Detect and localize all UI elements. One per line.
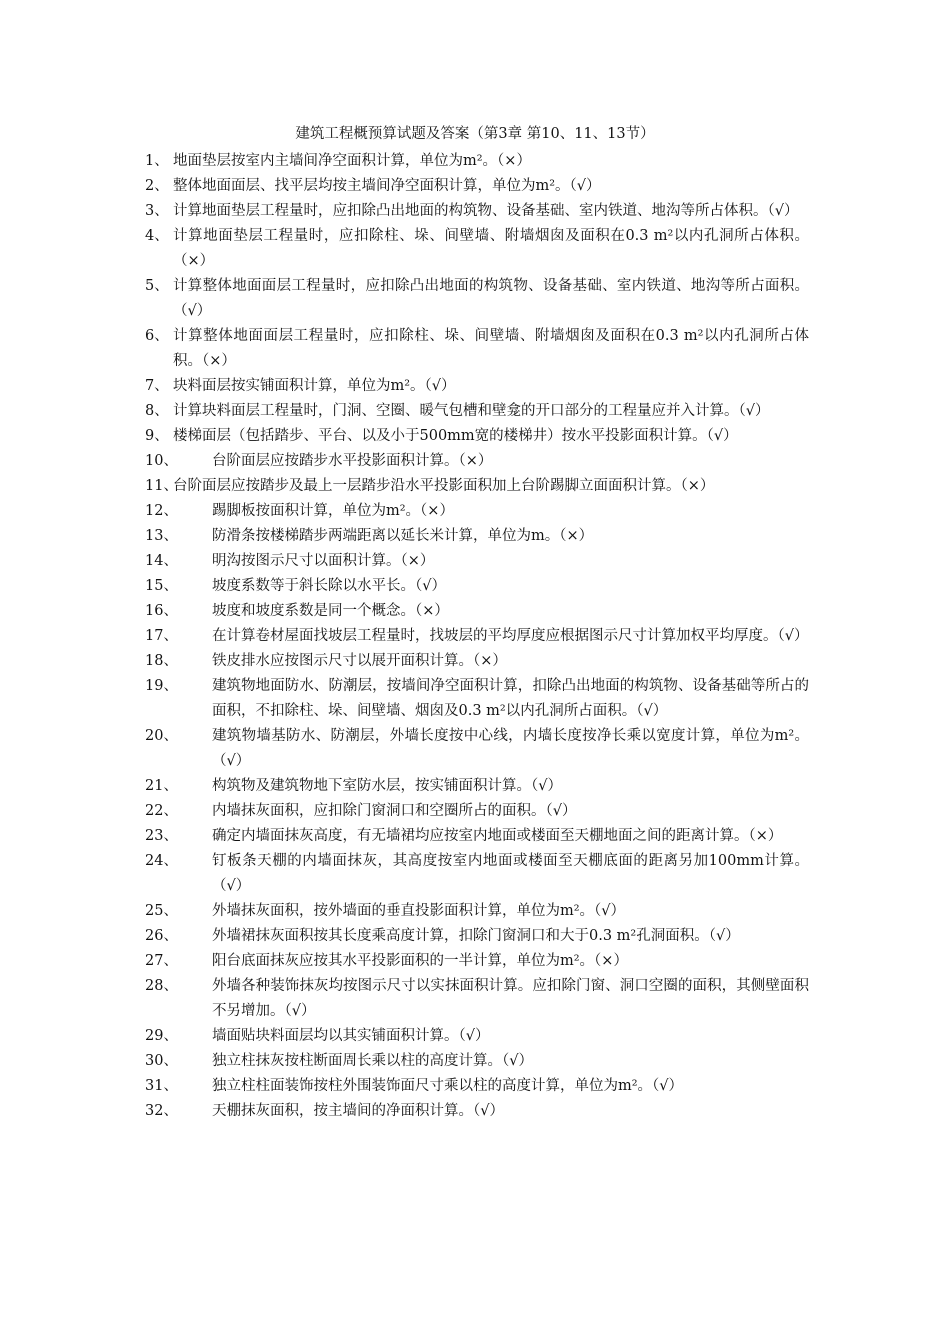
document-title: 建筑工程概预算试题及答案（第3章 第10、11、13节） [295, 126, 655, 142]
question-text: 钉板条天棚的内墙面抹灰，其高度按室内地面或楼面至天棚底面的距离另加100mm计算。（√） [212, 853, 809, 894]
question-number: 8、 [145, 403, 169, 419]
question-number: 10、 [145, 453, 178, 469]
question-item [145, 574, 809, 599]
question-text: 计算地面垫层工程量时，应扣除凸出地面的构筑物、设备基础、室内铁道、地沟等所占体积。（√） [173, 203, 799, 219]
question-text: 确定内墙面抹灰高度，有无墙裙均应按室内地面或楼面至天棚地面之间的距离计算。（×） [212, 828, 783, 844]
question-number: 30、 [145, 1053, 178, 1069]
question-text: 块料面层按实铺面积计算，单位为m²。（√） [173, 378, 456, 394]
question-item [145, 599, 809, 624]
question-number: 1、 [145, 153, 169, 169]
question-text: 外墙各种装饰抹灰均按图示尺寸以实抹面积计算。应扣除门窗、洞口空圈的面积，其侧壁面积不另增加。（√） [212, 978, 809, 1019]
question-item [145, 149, 809, 174]
question-text: 铁皮排水应按图示尺寸以展开面积计算。（×） [212, 653, 507, 669]
question-number: 14、 [145, 553, 178, 569]
question-text: 台阶面层应按踏步及最上一层踏步沿水平投影面积加上台阶踢脚立面面积计算。（×） [173, 478, 715, 494]
question-item [145, 224, 809, 274]
question-number: 5、 [145, 278, 169, 294]
question-number: 26、 [145, 928, 178, 944]
question-text: 独立柱柱面装饰按柱外围装饰面尺寸乘以柱的高度计算，单位为m²。（√） [212, 1078, 684, 1094]
question-text: 外墙裙抹灰面积按其长度乘高度计算，扣除门窗洞口和大于0.3 m²孔洞面积。（√） [212, 928, 740, 944]
question-number: 13、 [145, 528, 178, 544]
question-item [145, 1024, 809, 1049]
question-item [145, 549, 809, 574]
question-item [145, 1049, 809, 1074]
question-item [145, 799, 809, 824]
question-text: 外墙抹灰面积，按外墙面的垂直投影面积计算，单位为m²。（√） [212, 903, 626, 919]
question-number: 19、 [145, 678, 178, 694]
question-number: 18、 [145, 653, 178, 669]
question-list [145, 149, 809, 1124]
question-item [145, 274, 809, 324]
question-text: 整体地面面层、找平层均按主墙间净空面积计算，单位为m²。（√） [173, 178, 601, 194]
question-item [145, 724, 809, 774]
question-text: 计算地面垫层工程量时，应扣除柱、垛、间壁墙、附墙烟囱及面积在0.3 m²以内孔洞所占体积。（×） [173, 228, 809, 269]
question-item [145, 174, 809, 199]
question-item [145, 974, 809, 1024]
question-number: 17、 [145, 628, 178, 644]
question-number: 2、 [145, 178, 169, 194]
question-text: 坡度系数等于斜长除以水平长。（√） [212, 578, 446, 594]
question-number: 20、 [145, 728, 178, 744]
question-text: 内墙抹灰面积，应扣除门窗洞口和空圈所占的面积。（√） [212, 803, 577, 819]
question-number: 29、 [145, 1028, 178, 1044]
question-text: 阳台底面抹灰应按其水平投影面积的一半计算，单位为m²。（×） [212, 953, 628, 969]
question-item [145, 499, 809, 524]
question-text: 地面垫层按室内主墙间净空面积计算，单位为m²。（×） [173, 153, 531, 169]
question-item [145, 649, 809, 674]
question-number: 15、 [145, 578, 178, 594]
question-item [145, 899, 809, 924]
question-text: 台阶面层应按踏步水平投影面积计算。（×） [212, 453, 493, 469]
question-item [145, 199, 809, 224]
question-number: 9、 [145, 428, 169, 444]
question-text: 建筑物地面防水、防潮层，按墙间净空面积计算，扣除凸出地面的构筑物、设备基础等所占的面积，不扣除柱、垛、间壁墙、烟囱及0.3 m²以内孔洞所占面积。（√） [212, 678, 809, 719]
question-text: 建筑物墙基防水、防潮层，外墙长度按中心线，内墙长度按净长乘以宽度计算，单位为m²。（√） [212, 728, 809, 769]
question-number: 7、 [145, 378, 169, 394]
question-text: 独立柱抹灰按柱断面周长乘以柱的高度计算。（√） [212, 1053, 533, 1069]
question-text: 构筑物及建筑物地下室防水层，按实铺面积计算。（√） [212, 778, 562, 794]
question-item [145, 849, 809, 899]
question-text: 楼梯面层（包括踏步、平台、以及小于500mm宽的楼梯井）按水平投影面积计算。（√） [173, 428, 738, 444]
question-number: 3、 [145, 203, 169, 219]
question-number: 22、 [145, 803, 178, 819]
question-item [145, 449, 809, 474]
question-item [145, 949, 809, 974]
question-text: 计算块料面层工程量时，门洞、空圈、暖气包槽和壁龛的开口部分的工程量应并入计算。（√） [173, 403, 770, 419]
question-text: 踢脚板按面积计算，单位为m²。（×） [212, 503, 454, 519]
question-text: 计算整体地面面层工程量时，应扣除凸出地面的构筑物、设备基础、室内铁道、地沟等所占面积。（√） [173, 278, 809, 319]
question-number: 11、 [145, 478, 178, 494]
question-item [145, 774, 809, 799]
question-number: 25、 [145, 903, 178, 919]
question-number: 12、 [145, 503, 178, 519]
question-text: 明沟按图示尺寸以面积计算。（×） [212, 553, 435, 569]
question-number: 6、 [145, 328, 169, 344]
question-text: 防滑条按楼梯踏步两端距离以延长米计算，单位为m。（×） [212, 528, 594, 544]
question-number: 24、 [145, 853, 178, 869]
question-item [145, 474, 809, 499]
question-item [145, 674, 809, 724]
question-item [145, 1099, 809, 1124]
question-item [145, 524, 809, 549]
question-item [145, 924, 809, 949]
question-number: 31、 [145, 1078, 178, 1094]
question-number: 16、 [145, 603, 178, 619]
question-number: 28、 [145, 978, 178, 994]
question-item [145, 424, 809, 449]
question-item [145, 624, 809, 649]
question-item [145, 824, 809, 849]
question-item [145, 399, 809, 424]
question-number: 21、 [145, 778, 178, 794]
question-number: 23、 [145, 828, 178, 844]
question-item [145, 324, 809, 374]
question-text: 计算整体地面面层工程量时，应扣除柱、垛、间壁墙、附墙烟囱及面积在0.3 m²以内孔洞所占体积。（×） [173, 328, 809, 369]
question-text: 在计算卷材屋面找坡层工程量时，找坡层的平均厚度应根据图示尺寸计算加权平均厚度。（√） [212, 628, 809, 644]
question-text: 墙面贴块料面层均以其实铺面积计算。（√） [212, 1028, 490, 1044]
question-number: 4、 [145, 228, 169, 244]
question-number: 32、 [145, 1103, 178, 1119]
question-item [145, 374, 809, 399]
question-number: 27、 [145, 953, 178, 969]
question-item [145, 1074, 809, 1099]
question-text: 天棚抹灰面积，按主墙间的净面积计算。（√） [212, 1103, 504, 1119]
question-text: 坡度和坡度系数是同一个概念。（×） [212, 603, 449, 619]
